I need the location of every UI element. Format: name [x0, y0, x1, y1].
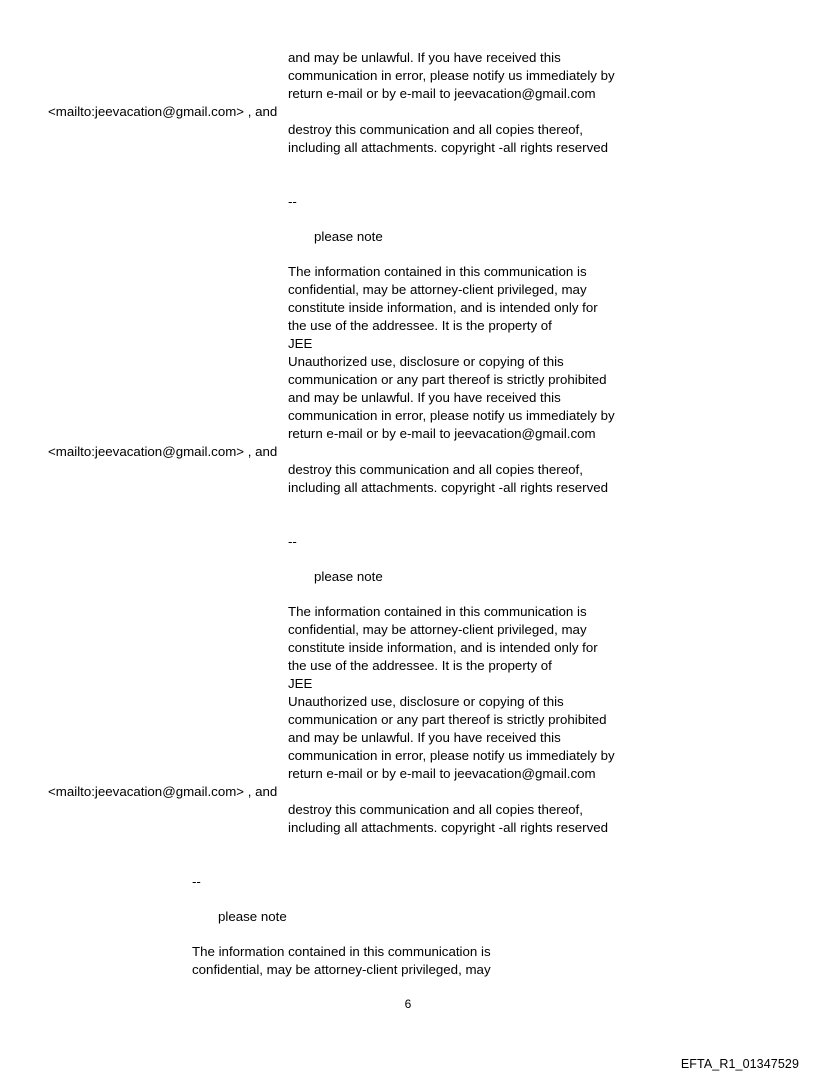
text-line: destroy this communication and all copies thereof,	[288, 802, 583, 817]
page-number: 6	[404, 997, 412, 1011]
text-line: The information contained in this communication is	[288, 264, 587, 279]
text-line: constitute inside information, and is intended only for	[288, 640, 598, 655]
text-line: including all attachments. copyright -all rights reserved	[288, 140, 609, 155]
text-line: including all attachments. copyright -all rights reserved	[288, 480, 609, 495]
separator: --	[192, 874, 201, 889]
text-line: destroy this communication and all copies thereof,	[288, 122, 583, 137]
note-label: please note	[314, 229, 383, 244]
text-line: JEE	[288, 676, 313, 691]
text-line: communication in error, please notify us immediately by	[288, 68, 615, 83]
text-line: communication in error, please notify us immediately by	[288, 408, 615, 423]
note-label: please note	[218, 909, 287, 924]
text-line: and may be unlawful. If you have received this	[288, 390, 561, 405]
mailto-line: <mailto:jeevacation@gmail.com> , and	[48, 444, 278, 459]
text-line: return e-mail or by e-mail to jeevacation@gmail.com	[288, 426, 596, 441]
separator: --	[288, 534, 297, 549]
text-line: confidential, may be attorney-client privileged, may	[288, 622, 587, 637]
text-line: and may be unlawful. If you have received this	[288, 730, 561, 745]
mailto-line: <mailto:jeevacation@gmail.com> , and	[48, 104, 278, 119]
document-id: EFTA_R1_01347529	[680, 1057, 799, 1071]
text-line: and may be unlawful. If you have received this	[288, 50, 561, 65]
text-line: destroy this communication and all copies thereof,	[288, 462, 583, 477]
text-line: Unauthorized use, disclosure or copying of this	[288, 694, 564, 709]
text-line: The information contained in this communication is	[288, 604, 587, 619]
text-line: the use of the addressee. It is the property of	[288, 658, 552, 673]
text-line: including all attachments. copyright -all rights reserved	[288, 820, 609, 835]
separator: --	[288, 194, 297, 209]
text-line: The information contained in this communication is	[192, 944, 491, 959]
text-line: communication or any part thereof is strictly prohibited	[288, 372, 607, 387]
text-line: confidential, may be attorney-client privileged, may	[288, 282, 587, 297]
text-line: communication in error, please notify us immediately by	[288, 748, 615, 763]
text-line: return e-mail or by e-mail to jeevacation@gmail.com	[288, 766, 596, 781]
text-line: return e-mail or by e-mail to jeevacation@gmail.com	[288, 86, 596, 101]
text-line: Unauthorized use, disclosure or copying of this	[288, 354, 564, 369]
text-line: JEE	[288, 336, 313, 351]
text-line: communication or any part thereof is strictly prohibited	[288, 712, 607, 727]
text-line: confidential, may be attorney-client privileged, may	[192, 962, 491, 977]
text-line: constitute inside information, and is intended only for	[288, 300, 598, 315]
note-label: please note	[314, 569, 383, 584]
text-line: the use of the addressee. It is the property of	[288, 318, 552, 333]
mailto-line: <mailto:jeevacation@gmail.com> , and	[48, 784, 278, 799]
